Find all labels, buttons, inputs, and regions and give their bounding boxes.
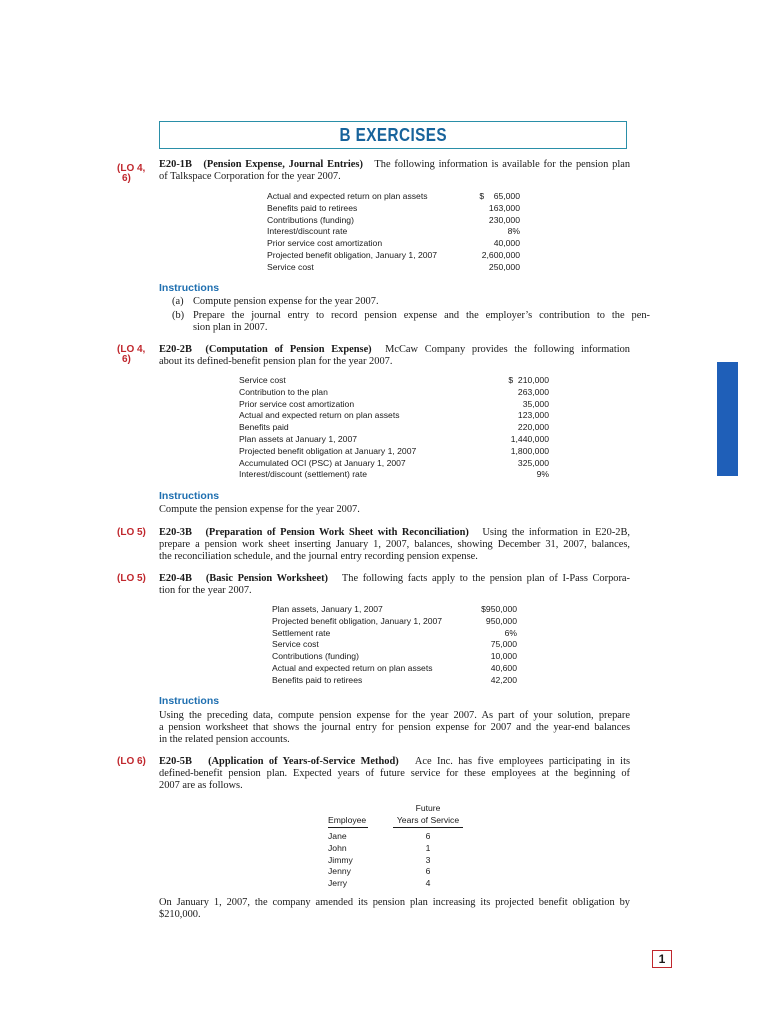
exercise-text: prepare a pension work sheet inserting January 1, 2007, balances, showing December 31, 2007, balances, [159, 539, 630, 550]
e20-4b-intro [159, 573, 630, 597]
instructions-heading: Instructions [159, 282, 220, 294]
lo-e20-4b: (LO 5) [117, 573, 146, 584]
exercise-text: the reconciliation schedule, and the journal entry recording pension expense. [159, 551, 478, 562]
table-row: Plan assets, January 1, 2007 $950,000 [272, 604, 517, 614]
lo-e20-1b [117, 164, 145, 184]
e20-4b-table [272, 604, 517, 687]
employee-table [328, 831, 468, 890]
table-row: Jane 6 [328, 831, 431, 841]
exercise-text: Using the information in E20-2B, [482, 527, 631, 538]
table-row: Contribution to the plan 263,000 [239, 386, 549, 397]
e20-4b-instruction: Using the preceding data, compute pension expense for the year 2007. As part of your solution, prepare a pension worksheet that shows the journal entry for pension expense for 2007 and the year-end balances in the related pension accounts. [159, 710, 630, 745]
e20-5b-intro [159, 756, 630, 792]
table-row: Actual and expected return on plan assets $ 65,000 [267, 191, 520, 201]
exercise-text: defined-benefit pension plan. Expected years of future service for these employees at the beginning of [159, 768, 630, 779]
section-title-box [159, 121, 627, 149]
e20-1b-table [267, 191, 520, 274]
instructions-heading: Instructions [159, 695, 220, 707]
e20-2b-intro [159, 344, 630, 368]
table-row: Prior service cost amortization 40,000 [267, 238, 520, 249]
exercise-heading: (Pension Expense, Journal Entries) [203, 159, 363, 170]
exercise-heading: (Application of Years-of-Service Method) [208, 756, 399, 767]
e20-2b-instruction: Compute the pension expense for the year 2007. [159, 504, 360, 515]
exercise-heading: (Basic Pension Worksheet) [205, 573, 329, 584]
lo-e20-2b: (LO 4, 6) [117, 344, 146, 365]
table-row: Interest/discount (settlement) rate 9% [239, 469, 549, 480]
table-row: Projected benefit obligation, January 1, 2007 950,000 [272, 615, 517, 626]
side-tab-bar [717, 362, 738, 476]
table-row: Actual and expected return on plan assets 40,600 [272, 662, 517, 673]
exercise-text: McCaw Company provides the following information [385, 344, 630, 355]
exercise-code: E20-2B [159, 344, 192, 355]
col-header-future-2: Years of Service [393, 815, 463, 828]
table-row: Interest/discount rate 8% [267, 226, 520, 237]
instruction-item-a: (a) Compute pension expense for the year 2007. [172, 296, 379, 307]
lo-e20-3b: (LO 5) [117, 527, 146, 538]
table-row: Service cost 75,000 [272, 639, 517, 650]
table-row: Settlement rate 6% [272, 627, 517, 638]
table-row: Service cost 250,000 [267, 261, 520, 272]
exercise-text: The following information is available for the pension plan [374, 159, 631, 170]
lo-e20-5b: (LO 6) [117, 756, 146, 767]
exercise-code: E20-4B [159, 573, 192, 584]
table-row: Projected benefit obligation at January 1, 2007 1,800,000 [239, 445, 549, 456]
col-header-employee: Employee [328, 815, 368, 828]
exercise-heading: (Computation of Pension Expense) [205, 344, 372, 355]
exercise-code: E20-5B [159, 756, 192, 767]
table-row: Contributions (funding) 230,000 [267, 214, 520, 225]
exercise-heading: (Preparation of Pension Work Sheet with Reconciliation) [205, 527, 469, 538]
table-row: Plan assets at January 1, 2007 1,440,000 [239, 433, 549, 444]
exercise-text: Ace Inc. has five employees participating in its [414, 756, 630, 767]
table-row: John 1 [328, 842, 431, 853]
table-row: Jenny 6 [328, 866, 431, 877]
table-row: Prior service cost amortization 35,000 [239, 398, 549, 409]
exercise-text: tion for the year 2007. [159, 585, 252, 596]
lo-line: 6) [122, 173, 131, 184]
e20-5b-closing: On January 1, 2007, the company amended its pension plan increasing its projected benefit obligation by $210,000. [159, 897, 630, 920]
table-row: Benefits paid 220,000 [239, 422, 549, 433]
e20-3b-text [159, 527, 630, 563]
table-row: Jerry 4 [328, 878, 431, 889]
instructions-heading: Instructions [159, 490, 220, 502]
e20-2b-table [239, 375, 549, 481]
table-row: Accumulated OCI (PSC) at January 1, 2007 325,000 [239, 457, 549, 468]
exercise-text: of Talkspace Corporation for the year 2007. [159, 171, 341, 182]
e20-1b-intro [159, 159, 630, 183]
page-number: 1 [652, 950, 672, 968]
table-row: Benefits paid to retirees 42,200 [272, 674, 517, 685]
table-row: Benefits paid to retirees 163,000 [267, 202, 520, 213]
table-row: Projected benefit obligation, January 1, 2007 2,600,000 [267, 249, 520, 260]
lo-line: (LO 4, [117, 163, 146, 174]
section-title: B EXERCISES [339, 124, 447, 145]
table-row: Service cost $ 210,000 [239, 375, 549, 385]
instruction-item-b: (b) Prepare the journal entry to record pension expense and the employer’s contribution to the pen- sion plan in 2007. [172, 310, 650, 333]
exercise-text: 2007 are as follows. [159, 780, 243, 791]
col-header-future-1: Future [415, 803, 441, 813]
exercise-text: about its defined-benefit pension plan for the year 2007. [159, 356, 393, 367]
exercise-text: The following facts apply to the pension plan of I-Pass Corpora- [341, 573, 631, 584]
table-row: Contributions (funding) 10,000 [272, 651, 517, 662]
table-row: Jimmy 3 [328, 854, 431, 865]
exercise-code: E20-3B [159, 527, 192, 538]
exercise-code: E20-1B [159, 159, 192, 170]
table-row: Actual and expected return on plan assets 123,000 [239, 410, 549, 421]
